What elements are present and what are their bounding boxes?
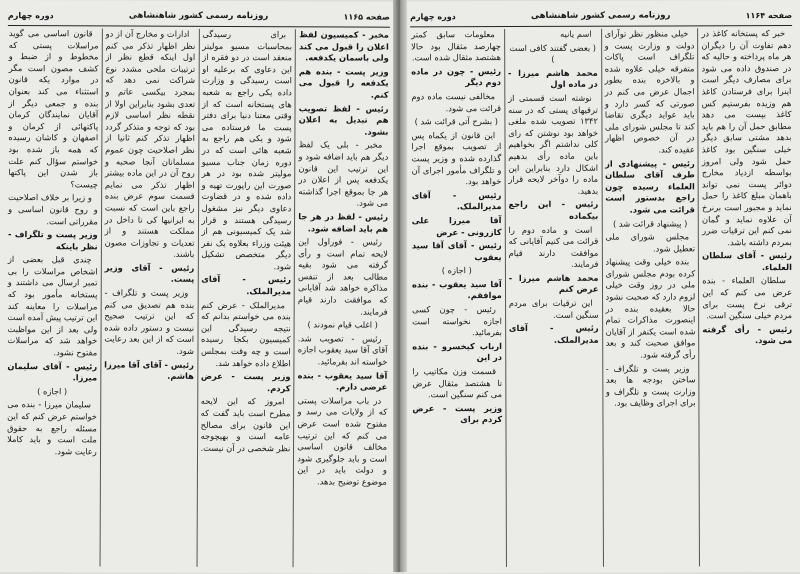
page-header	[410, 8, 792, 27]
speaker-paragraph: وزیر پست - عرض کردم.	[200, 371, 291, 394]
centered-note: ( پیشنهاد قرائت شد )	[612, 217, 688, 229]
text-column	[408, 29, 506, 567]
speaker-paragraph: رئیس - آقای آقا سید یعقوب	[411, 240, 502, 262]
paragraph: مدیرالملک - عرض کنم بنده می خواستم بدانم که نتیجه رسیدگی این کمیسیون بکجا رسیده است و چه وقت بمجلس اطلاع داده خواهد شد.	[200, 299, 291, 368]
speaker-paragraph: محمد هاشم میرزا - عرض کنم	[508, 272, 599, 295]
speaker-paragraph: رئیس - آقای مدیرالملک.	[411, 189, 502, 212]
speaker-paragraph: ارباب کیخسرو - بنده در این	[412, 340, 503, 363]
newspaper-title: روزنامه رسمی کشور شاهنشاهی	[128, 10, 269, 22]
speaker-paragraph: آقا سید یعقوب - بنده عرضی دارم.	[297, 369, 388, 392]
text-column	[293, 29, 392, 567]
speaker-paragraph: وزیر پست - بنده هم یکدفعه را قبول می کنم.	[298, 66, 389, 100]
text-columns	[408, 28, 796, 567]
paragraph: این قانون از یکماه پس از تصویب بموقع اجرا گذارده شده و وزیر پست و تلگراف مأمور اجرای آن خواهد بود.	[411, 129, 502, 187]
paragraph: امروز که این لایحه مطرح است باید گفت که این قانون برای مصالح عامه است و بهیچوجه نظر شخصی در آن نیست.	[200, 396, 291, 454]
paragraph: رئیس - تصویب شد. آقای آقا سید یعقوب اجازه خواسته اند بفرمائید.	[297, 333, 388, 367]
speaker-paragraph: وزیر پست و تلگراف - نظر باینکه	[7, 229, 98, 252]
paragraph: مخبر - بلی یک لفظ دیگر هم باید اضافه شود و این ترتیب این قانون یکدفعه پس از اعلان در هر جا بموقع اجرا گذاشته می شود.	[298, 139, 389, 209]
page-number: صفحه ۱۱۶۵	[343, 11, 390, 22]
speaker-paragraph: رئیس - پیشنهادی از طرف آقای سلطان العلماء رسیده چون راجع بدستور است قرائت می شود.	[605, 157, 695, 215]
newspaper-title: روزنامه رسمی کشور شاهنشاهی	[531, 10, 671, 21]
speaker-paragraph: رئیس - لفظ در هر جا هم باید اضافه شود.	[298, 211, 389, 234]
speaker-paragraph: رئیس - چون در ماده دوم دیگر	[411, 65, 502, 88]
paragraph: رئیس - چون کسی اجازه نخواسته است بفرمائید.	[412, 304, 502, 338]
paragraph: رئیس - فوراول این لایحه تمام است و رأی گرفته می شود بقیه مطالب بعد از تنفس مذاکره خواهد شد آقایانی که موافقت دارند قیام فرمایند.	[297, 236, 388, 317]
centered-note: ( اجازه )	[37, 385, 68, 397]
text-column	[601, 28, 700, 566]
speaker-paragraph: رئیس - آقای وزیر پست.	[104, 262, 195, 285]
paragraph: برای رسیدگی بمحاسبات مسیو مولیتر منعقد است در دو فقره از این دعاوی که برعلیه او است رسیدگی و وزارت داده یکی راجع به شعبه های پستخانه است که از وقتی معتنا دنیا برای دفتر پست ما فرستاده می شود و یکی هم راجع به شعبه هائی است که در دوره زمان جناب مسیو مولیتر شده بود در هر صورت این راپورت تهیه و داده شده و در قضاوت دعاوی دیگر نیز مشغول رسیدگی هستند و قرار شد یک کمیسیونی هم از هیئت وزراء بعلاوه یک نفر دیگر متخصص تشکیل شود.	[201, 28, 293, 272]
text-column	[196, 29, 295, 567]
speaker-paragraph: رئیس - رأی گرفته می شود.	[702, 323, 793, 346]
centered-note: ( بشرح آتی قرائت شد )	[414, 116, 499, 127]
text-column	[697, 28, 796, 566]
speaker-paragraph: رئیس - این راجع بیکماده	[508, 199, 599, 221]
speaker-paragraph: رئیس - آقای مدیرالملک.	[201, 274, 292, 297]
text-column	[4, 28, 102, 566]
text-column	[504, 29, 603, 567]
paragraph: چندی قبل بعضی از اشخاص مراسلات را بی تمبر ارسال می داشتند و پستخانه مأمور بود که مراسلات را معاینه کند این ترتیب پیش آمده است ولی بعد از این مواظبت خواهد شد که مراسلات مفتوح نشود.	[7, 254, 98, 358]
speaker-paragraph: وزیر پست - عرض کردم برای	[412, 402, 503, 425]
centered-note: ( اغلب قیام نمودند )	[307, 319, 378, 330]
page-right	[402, 0, 800, 573]
speaker-paragraph: آقا سید یعقوب - بنده موافقم.	[411, 278, 502, 301]
paragraph: سلیمان میرزا - بنده می خواستم عرض کنم که این مسئله راجع به حقوق ملت است و باید کاملا رعایت شود.	[7, 399, 97, 457]
paragraph: مخالفی نیست ماده دوم قرائت می شود.	[411, 91, 502, 113]
paragraph: قسمت وزن مکاتیب را تا هشتصد مثقال عرض می کنم سنگین است.	[412, 366, 503, 400]
paragraph: وزیر پست و تلگراف - بنده هم تصدیق می کنم که این ترتیب صحیح نیست و دستور داده شده است که از این بعد رعایت شود.	[104, 287, 195, 356]
speaker-paragraph: رئیس - آقای مدیرالملک.	[508, 322, 599, 345]
speaker-paragraph: رئیس - آقای آقا میرزا هاشم.	[104, 359, 194, 382]
page-header	[8, 8, 390, 28]
page-fold	[393, 0, 407, 572]
page-number: صفحه ۱۱۶۴	[745, 10, 793, 20]
paragraph: وزیر پست و تلگراف - ساختن بودجه ها بعد وزارت پست و تلگراف و برای اجرای وظایف بود.	[605, 363, 696, 409]
speaker-paragraph: رئیس - آقای سلیمان میرزا.	[7, 360, 98, 383]
volume-label: دوره چهارم	[410, 11, 456, 21]
speaker-paragraph: مخبر - کمیسیون لفظ اعلان را قبول می کند ولی باسمان یکدفعه.	[299, 29, 389, 63]
text-columns	[4, 28, 392, 568]
volume-label: دوره چهارم	[7, 10, 54, 20]
paragraph: است و ماده دوم را قرائت می کنیم آقایانی که موافقت دارند قیام فرمایند.	[508, 224, 599, 270]
paragraph: نوشته است قسمتی از ترقیهای پستی که در سنه ۱۳۴۲ تصویب شده ملغی خواهد بود نوشتن که رای کلی نداشتم اگر بخواهیم باین ماده رأی بدهیم اشکال دارد بنابراین این ماده را دوآخر لایحه قرار بدهید.	[508, 92, 599, 196]
paragraph: این ترقیات برای مردم سنگین است.	[508, 297, 599, 320]
paragraph: و زیرا بر خلاف اصلاحیت و روح قانون اساسی و مقرراتی است.	[8, 192, 98, 226]
text-column	[99, 28, 198, 566]
speaker-paragraph: محمد هاشم میرزا - در ماده اول	[507, 67, 598, 90]
paragraph: ادارات و مخارج آن از دو نظر اظهار تذکر می کنم اول اینکه قطع نظر از ترتیبات ملحی مشدد نوع شراکت نمی دهد که بمجرد بیکسی عاتم و تعدی بشود بنابراین اولا از نقطه نظر اساسی لازم بود که توجه و متذکر گردد اظهار تذکر کنم ثانیا از نظر اصلاحیت چون عموم مسلمانان آنجا صحبه و روح آن در این ماده بیشتر اظهار تذکر می نمایم قسمت سوم عرض بنده راجع باین است که نسبت به ایرانیها کی تا داخل در مملکت هستند و از تعدیات و تجاوزات مصون باشند.	[104, 28, 196, 260]
speaker-paragraph: رئیس - آقای سلطان العلماء.	[702, 250, 792, 273]
centered-note: ( بعضی گفتند کافی است )	[509, 42, 597, 65]
paragraph: سلطان العلماء - بنده عرض می کنم که این ترقی نرخ پست برای مردم خیلی سنگین است.	[702, 275, 793, 321]
paragraph: مجلس شورای ملی تعطیل شود.	[605, 231, 696, 254]
paragraph: اسم یانیه	[560, 28, 592, 39]
page-left	[0, 0, 398, 574]
paragraph: قانون اساسی می گوید مراسلات پستی که مخطوط و از ضبط و کشف مصون است مگر در موارد یکه قانون استثناء می کند بعنوان بنده و جمعی دیگر از آقایان نمایندگان کرمان پاکتهائی از کرمان و اصفهان و کاشان رسیده که همه باز شده بود خواستم سؤال کنم علت باز شدن این پاکتها چیست؟	[8, 28, 99, 190]
speaker-paragraph: رئیس - لفظ تصویب هم تبدیل به اعلان بشود.	[298, 102, 389, 137]
paragraph: در باب مراسلات پستی که از ولایات می رسد و مفتوح شده است عرض می کنم که این ترتیب مخالف قانون اساسی است و باید جلوگیری شود و دولت باید در این موضوع توضیح بدهد.	[297, 395, 388, 487]
paragraph: معلومات سابق کمتر چهارصد مثقال بود حالا هشتصد مثقال شده است.	[411, 29, 501, 63]
paragraph: بنده خیلی وقت پیشنهاد کرده بودم مجلس شورای ملی در روز وقت خیلی لزوم دارد که صحبت نشود حالا بعقیده بنده در اینصورت مذاکرات تمام شده است یکنفر از آقایان موافق صحبت کند و بعد رأی گرفته شود.	[605, 256, 696, 360]
paragraph: خیلی منظور نظر توآرای دولت و وزارت پست و تلگراف است پاکات متفرقه خیلی علاوه شده و بالاخره بنده بطور اجمال عرض می کنم در صورتی که کسر دارد و باید عواید دیگری تقاضا کند تا مجلس شورای ملی در آن خصوص اظهار عقیده کند.	[604, 28, 695, 155]
speaker-paragraph: آقا میرزا علی کازرونی - عرض	[411, 214, 502, 237]
centered-note: ( اجازه )	[441, 265, 472, 276]
paragraph: خبر که پستخانه کاغذ در دهم تفاوت آن را دیگران هر ماه پرداخته و حالیه که در صندوق داده می شود برای مصارف دیگر است اینرا برای فرستادن کاغذ هم وزیده بفرستیم کس کاغذ بپست می دهد مطابق حمل آن را هم باید بدهد مشتی سابق دیگر خیلی سنگین بود کاغذ حمل شود ولی امروز بواسطه ازدیاد مخارج دوائر پست نمی تواند باهمان مبلغ کاغذ را حمل نماید و مجبور است برنرخ آن علاوه نماید و گمان نمی کنم این ترقیات ضرر بمردم داشته باشد.	[701, 28, 792, 247]
